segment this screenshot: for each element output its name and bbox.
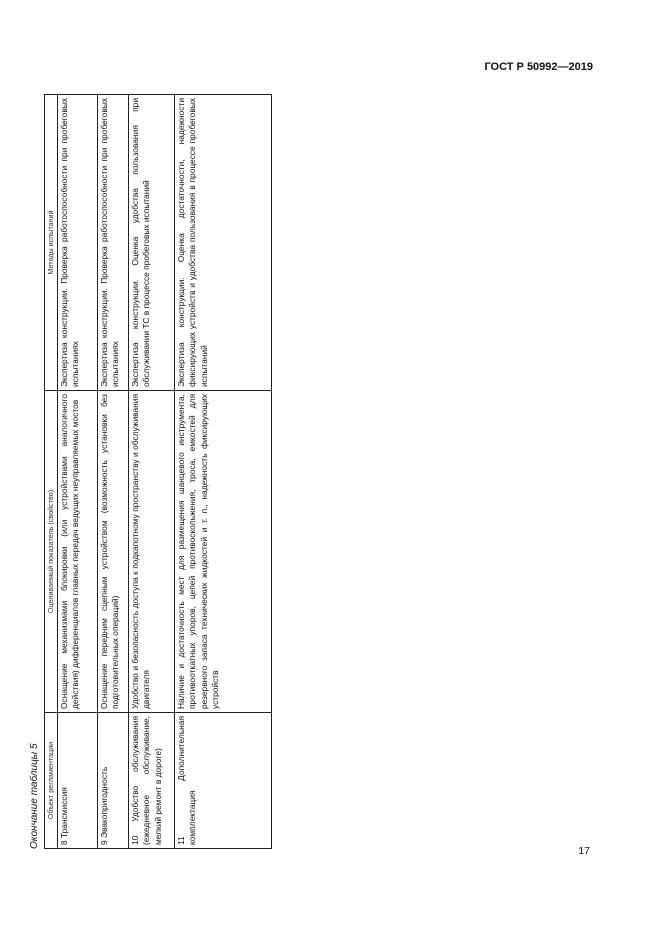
cell-methods: Экспертиза конструкции. Оценка удобства пользования при обслуживании ТС в процессе пробеговых испытаний [129, 95, 175, 391]
cell-indicator: Оснащение передним сцепным устройством (возможность установки без подготовительных операций) [98, 391, 129, 713]
rotated-table-block [28, 95, 280, 849]
cell-methods: Экспертиза конструкции. Проверка работоспособности при пробеговых испытаниях [98, 95, 129, 391]
table-header-row [45, 95, 58, 849]
table-row [98, 95, 129, 849]
regulation-table [44, 94, 272, 849]
cell-indicator: Оснащение механизмами блокировки (или устройствами аналогичного действия) дифференциалов главных передач ведущих неуправляемых мостов [58, 391, 98, 713]
cell-object: 10 Удобство обслуживания (ежедневное обслуживание, мелкий ремонт в дороге) [129, 713, 175, 849]
document-code: ГОСТ Р 50992—2019 [484, 61, 593, 73]
cell-object: 11 Дополнительная комплектация [175, 713, 272, 849]
table-row [58, 95, 98, 849]
cell-indicator: Наличие и достаточность мест для размещения шанцевого инструмента, противооткатных упоров, цепей противоскольжения, троса, емкостей для резервного запаса технических жидкостей и т. п., надежность фиксирующих устройств [175, 391, 272, 713]
cell-object: 8 Трансмиссия [58, 713, 98, 849]
table-row [129, 95, 175, 849]
cell-methods: Экспертиза конструкции. Проверка работоспособности при пробеговых испытаниях [58, 95, 98, 391]
cell-object: 9 Эвакопригодность [98, 713, 129, 849]
column-header-object: Объект регламентации [45, 713, 58, 849]
column-header-indicator: Оцениваемый показатель (свойство) [45, 391, 58, 713]
page-number: 17 [578, 845, 590, 857]
table-caption: Окончание таблицы 5 [29, 743, 40, 849]
table-row [175, 95, 272, 849]
cell-methods: Экспертиза конструкции. Оценка достаточности, надежности фиксирующих устройств и удобства пользования в процессе пробеговых испытаний [175, 95, 272, 391]
cell-indicator: Удобство и безопасность доступа к подкапотному пространству и обслуживания двигателя [129, 391, 175, 713]
rotated-content [28, 95, 272, 849]
column-header-methods: Методы испытаний [45, 95, 58, 391]
